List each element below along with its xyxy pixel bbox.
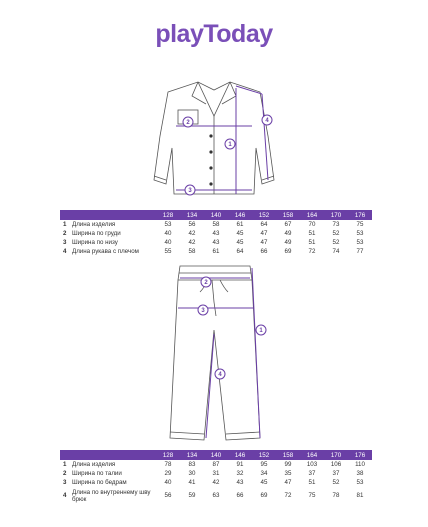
shirt-marker-3 [185, 185, 195, 195]
shirt-marker-1 [225, 139, 235, 149]
shirt-illustration [0, 76, 428, 206]
size-header: 146 [228, 450, 252, 460]
size-header: 164 [300, 450, 324, 460]
trousers-marker-4 [215, 369, 225, 379]
shirt-size-header [60, 210, 372, 220]
size-header: 164 [300, 210, 324, 220]
table-row: 2 Ширина по груди 40 42 43 45 47 49 51 52 53 [63, 230, 364, 237]
svg-text:4: 4 [218, 372, 222, 378]
size-header: 152 [252, 210, 276, 220]
trousers-size-table [60, 450, 372, 504]
size-header: 128 [156, 210, 180, 220]
size-header: 176 [348, 450, 372, 460]
size-header: 140 [204, 450, 228, 460]
shirt-size-table [60, 210, 372, 256]
table-row: 1 Длина изделия 53 56 58 61 64 67 70 73 75 [63, 221, 364, 228]
svg-text:4: 4 [265, 118, 269, 124]
trousers-marker-3 [198, 305, 208, 315]
table-row: 3 Ширина по бедрам 40 41 42 43 45 47 51 52 53 [63, 479, 364, 486]
table-row: 1 Длина изделия 78 83 87 91 95 99 103 106 110 [63, 461, 365, 468]
table-row: 3 Ширина по низу 40 42 43 45 47 49 51 52 53 [63, 239, 364, 246]
svg-text:1: 1 [259, 328, 263, 334]
size-header: 128 [156, 450, 180, 460]
trousers-illustration [0, 262, 428, 448]
size-header: 176 [348, 210, 372, 220]
size-header: 170 [324, 450, 348, 460]
size-header: 134 [180, 450, 204, 460]
shirt-marker-2 [183, 117, 193, 127]
svg-text:3: 3 [188, 188, 192, 194]
svg-text:1: 1 [228, 142, 232, 148]
size-header: 152 [252, 450, 276, 460]
size-header: 140 [204, 210, 228, 220]
table-row: 2 Ширина по талии 29 30 31 32 34 35 37 37 38 [63, 470, 364, 477]
svg-text:2: 2 [186, 120, 190, 126]
size-header: 170 [324, 210, 348, 220]
size-header: 158 [276, 450, 300, 460]
table-row: 4 Длина по внутреннему шву брюк 56 59 63 66 69 72 75 78 81 [63, 488, 364, 503]
table-row: 4 Длина рукава с плечом 55 58 61 64 66 69 72 74 77 [63, 248, 364, 255]
svg-text:3: 3 [201, 308, 205, 314]
svg-text:2: 2 [204, 280, 208, 286]
shirt-marker-4 [262, 115, 272, 125]
size-header: 134 [180, 210, 204, 220]
trousers-size-header [60, 450, 372, 460]
trousers-marker-2 [201, 277, 211, 287]
size-header: 146 [228, 210, 252, 220]
trousers-marker-1 [256, 325, 266, 335]
brand-logo: playToday [155, 20, 273, 48]
size-header: 158 [276, 210, 300, 220]
